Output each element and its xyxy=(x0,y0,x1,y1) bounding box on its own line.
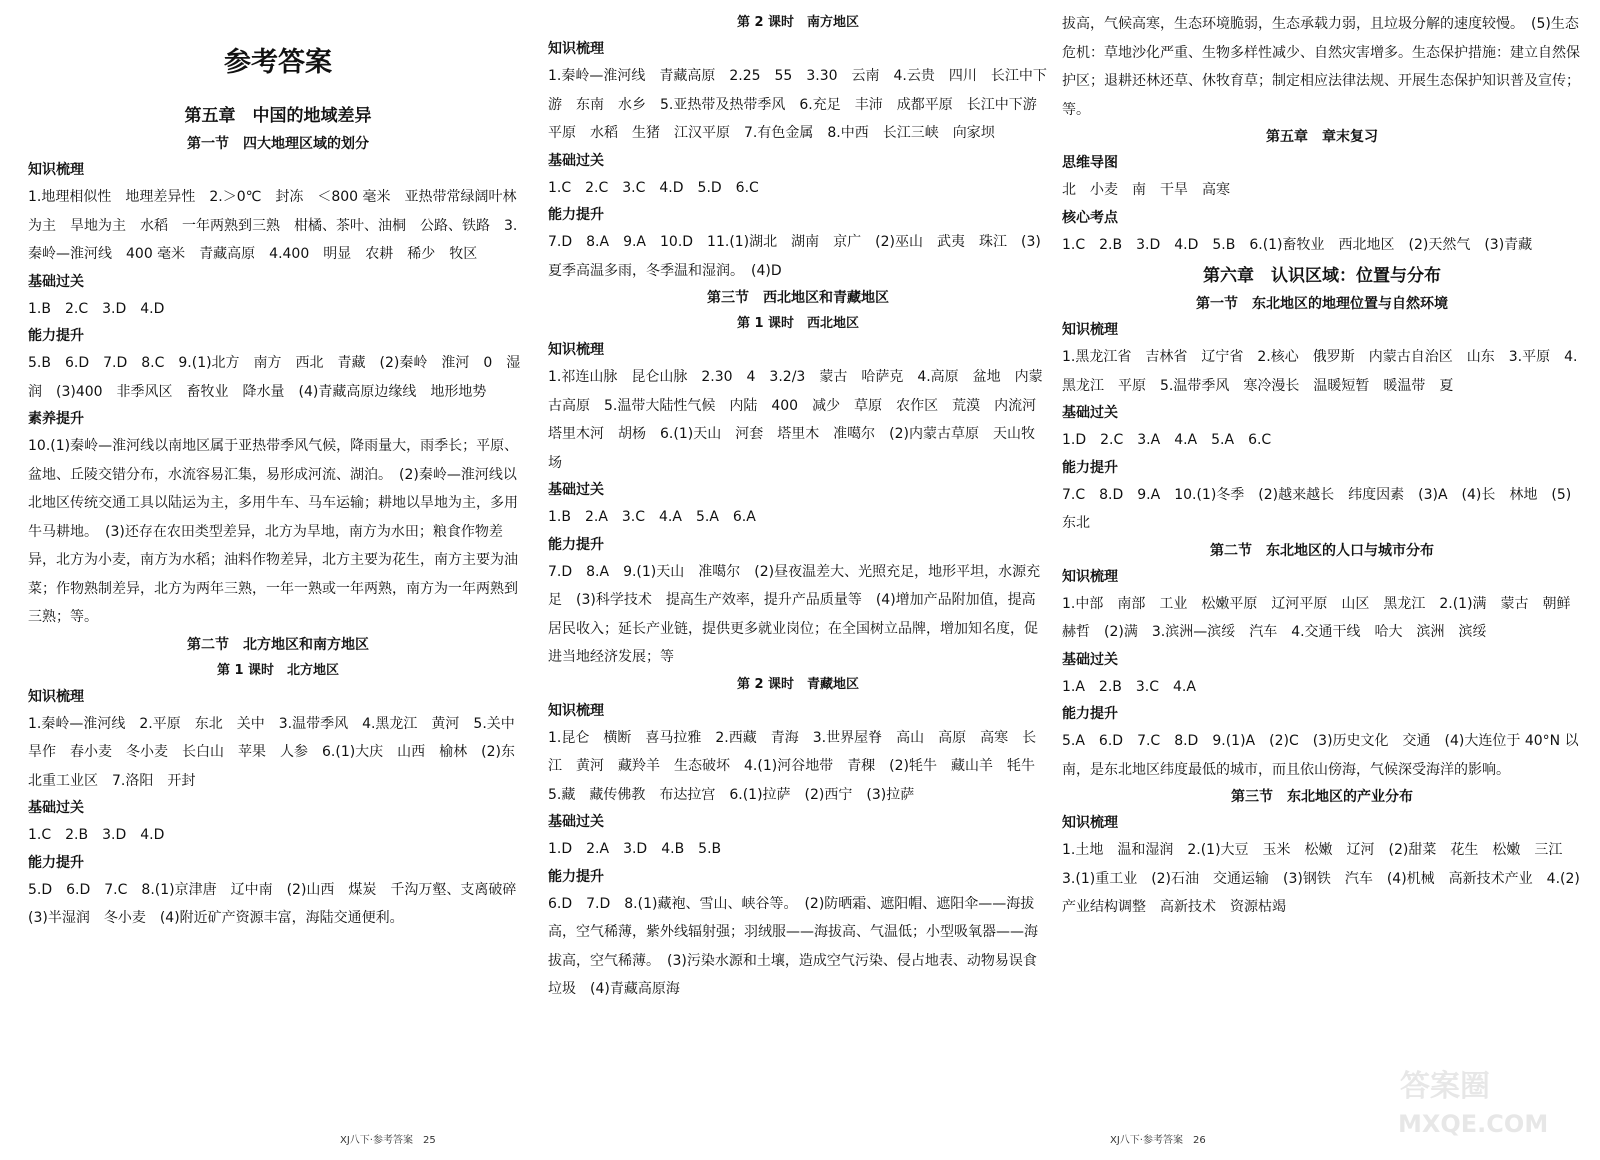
footer-page-26: XJ八下·参考答案 26 xyxy=(1110,1135,1206,1146)
answer-paragraph: 1.祁连山脉 昆仑山脉 2.30 4 3.2/3 蒙古 哈萨克 4.高原 盆地 内蒙古高原 5.温带大陆性气候 内陆 400 减少 草原 农作区 荒漠 内流河 塔里木河 胡杨 6.(1)天山 河套 塔里木 准噶尔 (2)内蒙古草原 天山牧场 xyxy=(548,369,1051,471)
answer-paragraph: 5.D 6.D 7.C 8.(1)京津唐 辽中南 (2)山西 煤炭 千沟万壑、支离破碎 (3)半湿润 冬小麦 (4)附近矿产资源丰富，海陆交通便利。 xyxy=(28,881,531,926)
lesson-heading: 第 1 课时 西北地区 xyxy=(736,316,860,331)
answer-paragraph: 1.C 2.C 3.C 4.D 5.D 6.C xyxy=(548,179,759,196)
answer-paragraph: 1.D 2.A 3.D 4.B 5.B xyxy=(548,841,722,857)
answer-paragraph: 7.C 8.D 9.A 10.(1)冬季 (2)越来越长 纬度因素 (3)A (4)长 林地 (5)东北 xyxy=(1062,486,1572,531)
section-heading: 第一节 东北地区的地理位置与自然环境 xyxy=(1196,296,1448,312)
page-title: 参考答案 xyxy=(224,47,332,78)
subsection-label: 知识梳理 xyxy=(1062,568,1118,585)
answer-paragraph: 北 小麦 南 干旱 高寒 xyxy=(1062,182,1230,198)
answer-paragraph: 1.地理相似性 地理差异性 2.＞0℃ 封冻 ＜800 毫米 亚热带常绿阔叶林为主 旱地为主 水稻 一年两熟到三熟 柑橘、茶叶、油桐 公路、铁路 3.秦岭—淮河线 400 毫米 青藏高原 4.400 明显 农耕 稀少 牧区 xyxy=(28,189,518,262)
subsection-label: 知识梳理 xyxy=(548,41,604,57)
subsection-label: 能力提升 xyxy=(1062,706,1118,722)
watermark-text-bottom: MXQE.COM xyxy=(1398,1110,1549,1138)
subsection-label: 基础过关 xyxy=(1062,651,1118,668)
answer-paragraph: 拔高，气候高寒，生态环境脆弱，生态承载力弱，且垃圾分解的速度较慢。 (5)生态危机：草地沙化严重、生物多样性减少、自然灾害增多。生态保护措施：建立自然保护区；退耕还林还草、休牧育草；制定相应法律法规、开展生态保护知识普及宣传；等。 xyxy=(1062,16,1580,118)
section-heading: 第三节 东北地区的产业分布 xyxy=(1231,789,1413,805)
subsection-label: 能力提升 xyxy=(28,328,84,344)
subsection-label: 知识梳理 xyxy=(1062,815,1118,831)
answer-paragraph: 10.(1)秦岭—淮河线以南地区属于亚热带季风气候，降雨量大，雨季长；平原、盆地、丘陵交错分布，水流容易汇集，易形成河流、湖泊。 (2)秦岭—淮河线以北地区传统交通工具以陆运为主，多用牛车、马车运输；耕地以旱地为主，多用牛马耕地。 (3)还存在农田类型差异，北方为旱地，南方为水田；粮食作物差异，北方为小麦，南方为水稻；油料作物差异，北方主要为花生，南方主要为油菜；作物熟制差异，北方为两年三熟，一年一熟或一年两熟，南方为一年两熟到三熟；等。 xyxy=(28,438,519,625)
subsection-label: 能力提升 xyxy=(548,207,604,223)
subsection-label: 能力提升 xyxy=(548,536,604,553)
lesson-heading: 第 2 课时 青藏地区 xyxy=(736,676,860,692)
subsection-label: 基础过关 xyxy=(548,482,604,498)
subsection-label: 能力提升 xyxy=(1062,459,1118,476)
answer-paragraph: 1.B 2.C 3.D 4.D xyxy=(28,300,165,317)
column-middle xyxy=(548,10,1051,1004)
answer-paragraph: 1.秦岭—淮河线 2.平原 东北 关中 3.温带季风 4.黑龙江 黄河 5.关中 旱作 春小麦 冬小麦 长白山 苹果 人参 6.(1)大庆 山西 榆林 (2)东北重工业区 7.洛阳 开封 xyxy=(28,715,529,789)
subsection-label: 知识梳理 xyxy=(548,702,604,719)
answer-paragraph: 1.昆仑 横断 喜马拉雅 2.西藏 青海 3.世界屋脊 高山 高原 高寒 长江 黄河 藏羚羊 生态破坏 4.(1)河谷地带 青稞 (2)牦牛 藏山羊 牦牛 5.藏 藏传佛教 布达拉宫 6.(1)拉萨 (2)西宁 (3)拉萨 xyxy=(548,729,1050,803)
subsection-label: 基础过关 xyxy=(28,800,84,816)
chapter-heading: 第六章 认识区域：位置与分布 xyxy=(1203,266,1441,286)
watermark-text-top: 答案圈 xyxy=(1400,1069,1490,1104)
footer-page-25: XJ八下·参考答案 25 xyxy=(340,1135,436,1146)
answer-paragraph: 1.C 2.B 3.D 4.D 5.B 6.(1)畜牧业 西北地区 (2)天然气 (3)青藏 xyxy=(1062,236,1533,253)
subsection-label: 核心考点 xyxy=(1062,209,1118,226)
subsection-label: 基础过关 xyxy=(28,273,84,290)
section-heading: 第二节 北方地区和南方地区 xyxy=(187,636,369,653)
subsection-label: 基础过关 xyxy=(1062,405,1118,421)
answer-paragraph: 6.D 7.D 8.(1)藏袍、雪山、峡谷等。 (2)防晒霜、遮阳帽、遮阳伞——海拔高，空气稀薄，紫外线辐射强；羽绒服——海拔高、气温低；小型吸氧器——海拔高，空气稀薄。 (3)污染水源和土壤，造成空气污染、侵占地表、动物易误食垃圾 (4)青藏高原海 xyxy=(548,895,1038,997)
subsection-label: 能力提升 xyxy=(28,854,84,871)
chapter-heading: 第五章 中国的地域差异 xyxy=(184,106,372,126)
answer-paragraph: 5.A 6.D 7.C 8.D 9.(1)A (2)C (3)历史文化 交通 (4)大连位于 40°N 以南，是东北地区纬度最低的城市，而且依山傍海，气候深受海洋的影响。 xyxy=(1062,733,1579,778)
lesson-heading: 第 1 课时 北方地区 xyxy=(216,662,340,678)
column-right xyxy=(1062,10,1585,922)
section-heading: 第一节 四大地理区域的划分 xyxy=(187,136,369,152)
subsection-label: 基础过关 xyxy=(548,152,604,169)
answer-paragraph: 7.D 8.A 9.(1)天山 准噶尔 (2)昼夜温差大、光照充足，地形平坦，水源充足 (3)科学技术 提高生产效率，提升产品质量等 (4)增加产品附加值，提高居民收入；延长产业链，提供更多就业岗位；在全国树立品牌，增加知名度，促进当地经济发展；等 xyxy=(548,563,1041,665)
subsection-label: 素养提升 xyxy=(28,411,84,427)
answer-paragraph: 1.A 2.B 3.C 4.A xyxy=(1062,678,1196,695)
answer-paragraph: 1.土地 温和湿润 2.(1)大豆 玉米 松嫩 辽河 (2)甜菜 花生 松嫩 三江 3.(1)重工业 (2)石油 交通运输 (3)钢铁 汽车 (4)机械 高新技术产业 4.(2)产业结构调整 高新技术 资源枯竭 xyxy=(1062,842,1580,915)
subsection-label: 思维导图 xyxy=(1062,155,1118,171)
answer-paragraph: 5.B 6.D 7.D 8.C 9.(1)北方 南方 西北 青藏 (2)秦岭 淮河 0 湿润 (3)400 非季风区 畜牧业 降水量 (4)青藏高原边缘线 地形地势 xyxy=(28,355,521,400)
answer-paragraph: 1.B 2.A 3.C 4.A 5.A 6.A xyxy=(548,509,756,525)
answer-paragraph: 1.秦岭—淮河线 青藏高原 2.25 55 3.30 云南 4.云贵 四川 长江中下游 东南 水乡 5.亚热带及热带季风 6.充足 丰沛 成都平原 长江中下游平原 水稻 生猪 江汉平原 7.有色金属 8.中西 长江三峡 向家坝 xyxy=(548,68,1047,141)
answer-paragraph: 7.D 8.A 9.A 10.D 11.(1)湖北 湖南 京广 (2)巫山 武夷 珠江 (3)夏季高温多雨，冬季温和湿润。 (4)D xyxy=(548,234,1041,279)
lesson-heading: 第 2 课时 南方地区 xyxy=(736,15,860,30)
column-left xyxy=(28,10,531,933)
section-heading: 第二节 东北地区的人口与城市分布 xyxy=(1210,542,1434,559)
section-heading: 第三节 西北地区和青藏地区 xyxy=(707,290,889,306)
section-heading: 第五章 章末复习 xyxy=(1266,129,1378,145)
watermark-logo xyxy=(1390,1060,1580,1140)
subsection-label: 知识梳理 xyxy=(1062,322,1118,338)
answer-paragraph: 1.C 2.B 3.D 4.D xyxy=(28,827,165,843)
subsection-label: 基础过关 xyxy=(548,814,604,830)
answer-paragraph: 1.中部 南部 工业 松嫩平原 辽河平原 山区 黑龙江 2.(1)满 蒙古 朝鲜 赫哲 (2)满 3.滨洲—滨绥 汽车 4.交通干线 哈大 滨洲 滨绥 xyxy=(1062,595,1585,640)
subsection-label: 知识梳理 xyxy=(548,342,604,358)
subsection-label: 能力提升 xyxy=(548,868,604,885)
answer-paragraph: 1.D 2.C 3.A 4.A 5.A 6.C xyxy=(1062,432,1272,448)
answer-paragraph: 1.黑龙江省 吉林省 辽宁省 2.核心 俄罗斯 内蒙古自治区 山东 3.平原 4.黑龙江 平原 5.温带季风 寒冷漫长 温暖短暂 暖温带 夏 xyxy=(1062,349,1578,394)
subsection-label: 知识梳理 xyxy=(28,162,84,178)
subsection-label: 知识梳理 xyxy=(28,688,84,705)
